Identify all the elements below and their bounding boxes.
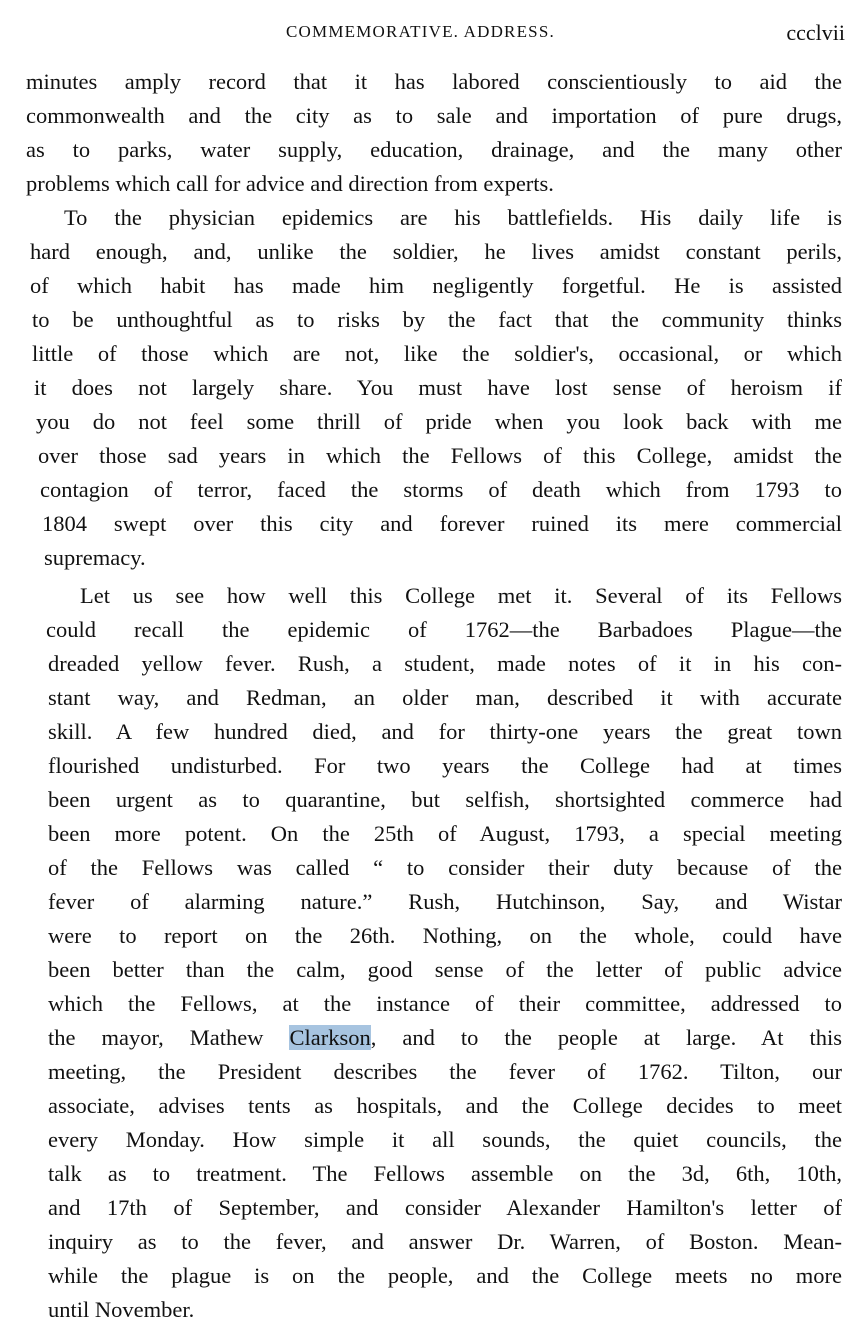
text-line: Let us see how well this College met it. Several of its Fellows (80, 583, 842, 608)
text-line: stant way, and Redman, an older man, described it with accurate (48, 685, 842, 710)
text-line: To the physician epidemics are his battlefields. His daily life is (64, 205, 842, 230)
text-line: of which habit has made him negligently forgetful. He is assisted (30, 273, 842, 298)
text-line: problems which call for advice and direction from experts. (26, 171, 554, 196)
text-line: every Monday. How simple it all sounds, the quiet councils, the (48, 1127, 842, 1152)
text-line-with-highlight (48, 1021, 842, 1055)
text-line: associate, advises tents as hospitals, and the College decides to meet (48, 1093, 842, 1118)
text-line: supremacy. (44, 545, 146, 570)
text-line: been more potent. On the 25th of August, 1793, a special meeting (48, 821, 842, 846)
text-line: little of those which are not, like the soldier's, occasional, or which (32, 341, 842, 366)
text-line: to be unthoughtful as to risks by the fact that the community thinks (32, 307, 842, 332)
text-line: 1804 swept over this city and forever ruined its mere commercial (42, 511, 842, 536)
text-line: it does not largely share. You must have lost sense of heroism if (34, 375, 842, 400)
running-head: COMMEMORATIVE. ADDRESS. (286, 22, 555, 41)
text-line: been urgent as to quarantine, but selfish, shortsighted commerce had (48, 787, 842, 812)
page-header (0, 20, 867, 50)
text-line: and 17th of September, and consider Alexander Hamilton's letter of (48, 1195, 842, 1220)
line-text-before: the mayor, Mathew (48, 1025, 290, 1050)
text-line: you do not feel some thrill of pride when you look back with me (36, 409, 842, 434)
text-line: minutes amply record that it has labored conscientiously to aid the (26, 69, 842, 94)
text-line: inquiry as to the fever, and answer Dr. Warren, of Boston. Mean- (48, 1229, 842, 1254)
text-line: while the plague is on the people, and the College meets no more (48, 1263, 842, 1288)
page-number: ccclvii (786, 20, 845, 45)
text-line: fever of alarming nature.” Rush, Hutchinson, Say, and Wistar (48, 889, 842, 914)
text-line: commonwealth and the city as to sale and importation of pure drugs, (26, 103, 842, 128)
text-line: until November. (48, 1297, 195, 1322)
text-line: of the Fellows was called “ to consider their duty because of the (48, 855, 842, 880)
text-line: were to report on the 26th. Nothing, on the whole, could have (48, 923, 842, 948)
text-line: which the Fellows, at the instance of their committee, addressed to (48, 991, 842, 1016)
line-text-after: , and to the people at large. At this (370, 1025, 843, 1050)
text-line: could recall the epidemic of 1762—the Barbadoes Plague—the (46, 617, 842, 642)
text-line: skill. A few hundred died, and for thirty-one years the great town (48, 719, 842, 744)
text-line: been better than the calm, good sense of the letter of public advice (48, 957, 842, 982)
text-line: meeting, the President describes the fever of 1762. Tilton, our (48, 1059, 842, 1084)
text-line: dreaded yellow fever. Rush, a student, made notes of it in his con- (48, 651, 842, 676)
text-line: talk as to treatment. The Fellows assemble on the 3d, 6th, 10th, (48, 1161, 842, 1186)
text-line: contagion of terror, faced the storms of death which from 1793 to (40, 477, 842, 502)
text-line: hard enough, and, unlike the soldier, he lives amidst constant perils, (30, 239, 842, 264)
text-line: flourished undisturbed. For two years the College had at times (48, 753, 842, 778)
text-line: over those sad years in which the Fellows of this College, amidst the (38, 443, 842, 468)
text-line: as to parks, water supply, education, drainage, and the many other (26, 137, 842, 162)
highlighted-word: Clarkson (289, 1025, 371, 1050)
